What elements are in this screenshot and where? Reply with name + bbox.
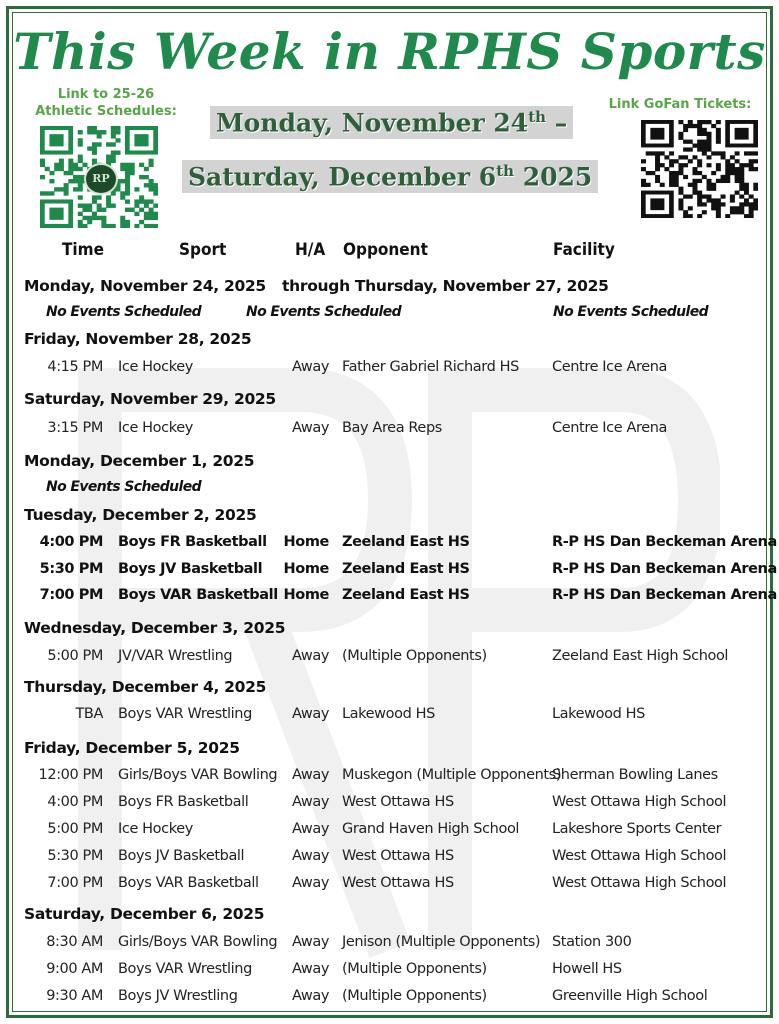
event-time: TBA — [75, 706, 103, 722]
event-home-away: Home — [283, 534, 329, 550]
schedules-qr-label-line2: Athletic Schedules: — [35, 104, 177, 119]
event-opponent: Zeeland East HS — [342, 534, 470, 550]
event-facility: Lakeshore Sports Center — [552, 821, 722, 837]
event-home-away: Away — [291, 706, 329, 722]
event-facility: Howell HS — [552, 961, 622, 977]
event-time: 8:30 AM — [46, 934, 103, 950]
event-home-away: Away — [291, 875, 329, 891]
range-start-date: Monday, November 24, 2025 — [24, 277, 266, 295]
event-row — [0, 587, 779, 611]
event-sport: Boys VAR Wrestling — [118, 706, 252, 722]
schedules-qr-label — [30, 86, 182, 120]
header-ha: H/A — [295, 240, 326, 260]
event-row — [0, 934, 779, 958]
event-home-away: Away — [291, 848, 329, 864]
event-home-away: Away — [291, 961, 329, 977]
event-sport: Boys FR Basketball — [118, 794, 249, 810]
event-row — [0, 794, 779, 818]
event-facility: R-P HS Dan Beckeman Arena — [552, 561, 777, 577]
event-row — [0, 648, 779, 672]
event-opponent: Jenison (Multiple Opponents) — [342, 934, 541, 950]
event-row — [0, 561, 779, 585]
event-sport: Boys VAR Basketball — [118, 875, 259, 891]
event-row — [0, 961, 779, 985]
rp-logo-badge: RP — [84, 163, 118, 195]
no-events-label: No Events Scheduled — [46, 304, 202, 320]
event-facility: R-P HS Dan Beckeman Arena — [552, 534, 777, 550]
event-time: 7:00 PM — [47, 875, 103, 891]
event-time: 3:15 PM — [47, 420, 103, 436]
event-home-away: Away — [291, 359, 329, 375]
event-facility: R-P HS Dan Beckeman Arena — [552, 587, 777, 603]
date-range-line1-tail: – — [546, 108, 568, 138]
page-title: This Week in RPHS Sports — [13, 22, 766, 81]
event-facility: West Ottawa High School — [552, 794, 727, 810]
event-facility: West Ottawa High School — [552, 848, 727, 864]
event-facility: West Ottawa High School — [552, 875, 727, 891]
event-facility: Station 300 — [552, 934, 632, 950]
header-facility: Facility — [553, 240, 615, 260]
gofan-qr-code[interactable] — [641, 120, 758, 218]
event-row — [0, 359, 779, 383]
event-home-away: Away — [291, 420, 329, 436]
date-range-line2-main: Saturday, December 6 — [188, 162, 497, 192]
event-home-away: Away — [291, 648, 329, 664]
event-time: 5:30 PM — [39, 561, 103, 577]
event-facility: Centre Ice Arena — [552, 359, 668, 375]
event-row — [0, 706, 779, 730]
date-range-line2-tail: 2025 — [514, 162, 593, 192]
header-sport: Sport — [179, 240, 227, 260]
event-sport: Boys FR Basketball — [118, 534, 267, 550]
event-row — [0, 875, 779, 899]
event-time: 4:15 PM — [47, 359, 103, 375]
event-home-away: Away — [291, 988, 329, 1004]
event-sport: Boys JV Basketball — [118, 848, 245, 864]
no-events-label: No Events Scheduled — [46, 479, 202, 495]
day-heading: Wednesday, December 3, 2025 — [24, 619, 286, 637]
event-row — [0, 767, 779, 791]
day-heading: Saturday, November 29, 2025 — [24, 390, 276, 408]
event-time: 5:00 PM — [47, 648, 103, 664]
event-time: 5:30 PM — [47, 848, 103, 864]
event-home-away: Home — [283, 587, 329, 603]
header-time: Time — [62, 240, 104, 260]
event-opponent: Muskegon (Multiple Opponents) — [342, 767, 562, 783]
event-opponent: Zeeland East HS — [342, 587, 470, 603]
day-heading: Friday, November 28, 2025 — [24, 330, 252, 348]
event-sport: Ice Hockey — [118, 420, 193, 436]
event-sport: Girls/Boys VAR Bowling — [118, 934, 278, 950]
event-time: 7:00 PM — [39, 587, 103, 603]
event-time: 12:00 PM — [38, 767, 103, 783]
event-opponent: Grand Haven High School — [342, 821, 520, 837]
gofan-qr-label: Link GoFan Tickets: — [608, 97, 752, 112]
date-range-line1-main: Monday, November 24 — [216, 108, 529, 138]
event-opponent: (Multiple Opponents) — [342, 648, 487, 664]
date-range-line1 — [210, 106, 573, 139]
event-opponent: Lakewood HS — [342, 706, 435, 722]
event-opponent: West Ottawa HS — [342, 875, 454, 891]
event-row — [0, 988, 779, 1012]
day-heading: Friday, December 5, 2025 — [24, 739, 240, 757]
event-home-away: Home — [283, 561, 329, 577]
date-range-line2-suffix: th — [496, 162, 515, 180]
day-heading: Thursday, December 4, 2025 — [24, 678, 267, 696]
no-events-label: No Events Scheduled — [246, 304, 402, 320]
date-range-line1-suffix: th — [528, 108, 547, 126]
event-row — [0, 848, 779, 872]
event-facility: Zeeland East High School — [552, 648, 729, 664]
event-row — [0, 420, 779, 444]
header-opponent: Opponent — [343, 240, 428, 260]
event-facility: Sherman Bowling Lanes — [552, 767, 718, 783]
event-opponent: (Multiple Opponents) — [342, 988, 487, 1004]
event-sport: JV/VAR Wrestling — [118, 648, 233, 664]
schedules-qr-label-line1: Link to 25-26 — [57, 87, 155, 102]
event-opponent: Zeeland East HS — [342, 561, 470, 577]
event-opponent: West Ottawa HS — [342, 794, 454, 810]
event-row — [0, 821, 779, 845]
event-facility: Greenville High School — [552, 988, 708, 1004]
event-time: 9:00 AM — [46, 961, 103, 977]
event-facility: Centre Ice Arena — [552, 420, 668, 436]
event-opponent: Bay Area Reps — [342, 420, 442, 436]
event-sport: Boys JV Wrestling — [118, 988, 238, 1004]
day-heading: Monday, December 1, 2025 — [24, 452, 255, 470]
event-time: 4:00 PM — [39, 534, 103, 550]
event-opponent: (Multiple Opponents) — [342, 961, 487, 977]
event-facility: Lakewood HS — [552, 706, 645, 722]
range-through-date: through Thursday, November 27, 2025 — [282, 277, 609, 295]
event-sport: Boys JV Basketball — [118, 561, 263, 577]
event-opponent: West Ottawa HS — [342, 848, 454, 864]
event-sport: Ice Hockey — [118, 359, 193, 375]
event-time: 4:00 PM — [47, 794, 103, 810]
event-row — [0, 534, 779, 558]
event-home-away: Away — [291, 821, 329, 837]
day-heading: Saturday, December 6, 2025 — [24, 905, 265, 923]
event-time: 9:30 AM — [46, 988, 103, 1004]
event-home-away: Away — [291, 767, 329, 783]
date-range-line2 — [182, 160, 598, 193]
event-opponent: Father Gabriel Richard HS — [342, 359, 519, 375]
event-home-away: Away — [291, 794, 329, 810]
event-sport: Girls/Boys VAR Bowling — [118, 767, 278, 783]
event-sport: Ice Hockey — [118, 821, 193, 837]
day-heading: Tuesday, December 2, 2025 — [24, 506, 257, 524]
event-sport: Boys VAR Basketball — [118, 587, 278, 603]
event-home-away: Away — [291, 934, 329, 950]
no-events-label: No Events Scheduled — [553, 304, 709, 320]
event-sport: Boys VAR Wrestling — [118, 961, 252, 977]
event-time: 5:00 PM — [47, 821, 103, 837]
